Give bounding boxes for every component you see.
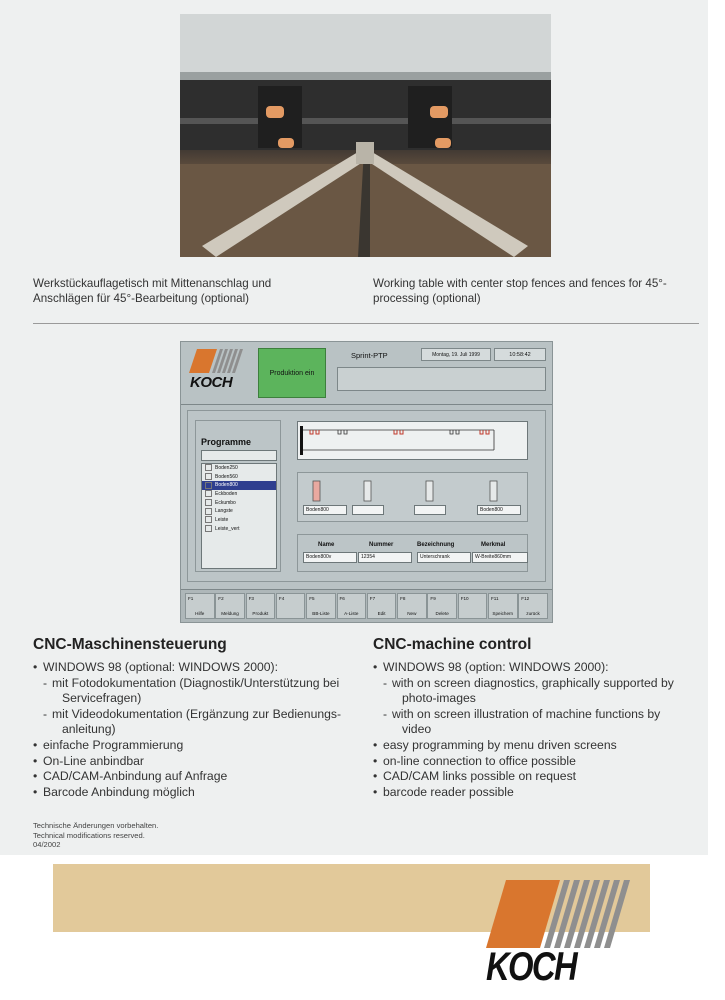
feature-list-de [33, 660, 363, 800]
program-list[interactable] [201, 463, 277, 569]
file-icon [205, 473, 212, 480]
feature-list-en [373, 660, 703, 800]
feature-text: CAD/CAM links possible on request [383, 769, 577, 784]
function-key-f3[interactable] [246, 593, 276, 619]
program-name: Leiste_vert [215, 525, 240, 532]
logo-text: KOCH [190, 374, 233, 391]
file-icon [205, 464, 212, 471]
function-key-label: Hilfe [195, 611, 205, 616]
koch-logo-small [187, 347, 245, 393]
legal-note [33, 821, 158, 850]
note-line: Technical modifications reserved. [33, 830, 145, 840]
function-key-code: F3 [248, 596, 254, 601]
feature-list-item [33, 738, 363, 754]
caption-en [373, 276, 667, 306]
feature-text: On-Line anbindbar [43, 753, 144, 768]
production-label: Produktion ein [269, 369, 315, 377]
caption-en-line: Working table with center stop fences and fences for 45°- [373, 277, 667, 290]
clamp-slot-label[interactable]: Boden800 [303, 505, 347, 515]
fence-illustration [180, 14, 551, 257]
caption-de-line: Anschlägen für 45°-Bearbeitung (optional) [33, 292, 250, 305]
feature-list-item [373, 754, 703, 770]
status-field [337, 367, 546, 391]
feature-list-item [33, 691, 363, 707]
function-key-label: zurück [526, 611, 540, 616]
workpiece-ruler [297, 421, 528, 460]
function-key-code: F12 [521, 596, 530, 601]
caption-de-line: Werkstückauflagetisch mit Mittenanschlag und [33, 277, 272, 290]
function-key-f6[interactable] [337, 593, 367, 619]
feature-text: WINDOWS 98 (optional: WINDOWS 2000): [43, 660, 279, 674]
section-title-en: CNC-machine control [373, 636, 532, 653]
function-key-code: F10 [460, 596, 469, 601]
note-line: Technische Änderungen vorbehalten. [33, 821, 159, 830]
function-key-label: BB-Liste [312, 611, 330, 616]
feature-text: mit Fotodokumentation (Diagnostik/Unterstützung bei [52, 675, 340, 690]
function-key-f9[interactable] [427, 593, 457, 619]
number-field[interactable]: 12354 [358, 552, 412, 563]
feature-text: Barcode Anbindung möglich [43, 784, 195, 799]
function-key-f10[interactable] [458, 593, 488, 619]
feature-list-item [33, 722, 363, 738]
feature-text: on-line connection to office possible [383, 753, 576, 768]
clamp-slot-label[interactable] [414, 505, 446, 515]
function-key-code: F5 [309, 596, 315, 601]
logo-text: KOCH [486, 945, 577, 989]
feature-text: barcode reader possible [383, 784, 514, 799]
function-key-label: New [407, 611, 417, 616]
time-display: 10:58:42 [494, 348, 546, 361]
function-key-f2[interactable] [215, 593, 245, 619]
program-list-item[interactable] [202, 499, 276, 508]
section-title-de: CNC-Maschinensteuerung [33, 636, 227, 653]
feature-text: video [402, 722, 432, 737]
feature-list-item [373, 660, 703, 676]
function-key-label: A-Liste [344, 611, 359, 616]
feature-text: CAD/CAM-Anbindung auf Anfrage [43, 769, 228, 784]
program-name: Leiste [215, 517, 229, 524]
function-key-f5[interactable] [306, 593, 336, 619]
program-search-input[interactable] [201, 450, 277, 461]
description-header: Bezeichnung [417, 542, 455, 548]
program-name: Langste [215, 508, 233, 515]
program-list-item[interactable] [202, 507, 276, 516]
program-name: Boden250 [215, 465, 238, 471]
function-key-code: F11 [491, 596, 499, 601]
feature-text: WINDOWS 98 (option: WINDOWS 2000): [383, 660, 609, 674]
function-key-f4[interactable] [276, 593, 306, 619]
clamp-slot-label[interactable]: Boden800 [477, 505, 521, 515]
program-list-item[interactable] [202, 516, 276, 525]
machine-photo [180, 14, 551, 257]
name-field[interactable]: Boden800v [303, 552, 357, 563]
function-key-code: F7 [369, 596, 376, 601]
feature-list-item [33, 785, 363, 801]
feature-list-item: - mit Fotodokumentation (Diagnostik/Unterstützung bei [43, 675, 340, 690]
file-icon [205, 516, 212, 523]
feature-text: einfache Programmierung [43, 737, 184, 752]
feature-list-item [373, 769, 703, 785]
feature-list-item: - with on screen diagnostics, graphically supported by [383, 675, 674, 690]
file-icon [205, 525, 212, 532]
caption-de [33, 276, 271, 306]
feature-list-item: - mit Videodokumentation (Ergänzung zur Bedienungs- [43, 706, 342, 721]
name-header: Name [318, 542, 335, 548]
app-title: Sprint-PTP [351, 351, 388, 360]
feature-list-item [33, 769, 363, 785]
feature-list-item [373, 738, 703, 754]
programs-title: Programme [201, 437, 252, 447]
function-key-f8[interactable] [397, 593, 427, 619]
feature-field[interactable]: W-Breite860mm [472, 552, 528, 563]
program-name: Boden800 [215, 482, 238, 489]
function-key-f7[interactable] [367, 593, 397, 619]
function-key-bar [181, 589, 552, 622]
function-key-label: Delete [435, 611, 449, 616]
feature-list-item [373, 691, 703, 707]
function-key-label: Produkt [252, 611, 269, 616]
program-name: Eckboden [215, 491, 238, 498]
file-icon [205, 490, 212, 497]
function-key-code: F6 [339, 596, 345, 601]
program-list-item[interactable] [202, 525, 276, 534]
feature-text: with on screen diagnostics, graphically supported by [392, 675, 674, 690]
feature-text: with on screen illustration of machine functions by [392, 706, 661, 721]
file-icon [205, 499, 212, 506]
function-key-code: F8 [400, 596, 406, 601]
feature-list-item [373, 722, 703, 738]
feature-list-item [33, 660, 363, 676]
description-field[interactable]: Unterschrank [417, 552, 471, 563]
feature-list-item: - with on screen illustration of machine functions by [383, 706, 661, 721]
file-icon [205, 482, 212, 489]
feature-text: mit Videodokumentation (Ergänzung zur Bedienungs- [52, 706, 342, 721]
production-on-button[interactable] [258, 348, 326, 398]
file-icon [205, 508, 212, 515]
feature-text: easy programming by menu driven screens [383, 737, 617, 752]
koch-logo [482, 878, 632, 988]
function-key-label: Edit [377, 611, 386, 616]
section-divider [33, 323, 699, 324]
caption-en-line: processing (optional) [373, 292, 481, 305]
feature-list-item [373, 785, 703, 801]
function-key-code: F9 [430, 596, 436, 601]
date-display: Montag, 19. Juli 1999 [421, 348, 491, 361]
program-list-item[interactable] [202, 481, 276, 490]
program-list-item[interactable] [202, 473, 276, 482]
function-key-label: Speichern [492, 611, 514, 616]
function-key-code: F4 [278, 596, 285, 601]
feature-list-item [33, 754, 363, 770]
feature-header: Merkmal [481, 542, 506, 548]
function-key-code: F1 [188, 596, 194, 601]
note-line: 04/2002 [33, 840, 61, 850]
program-name: Eckumbo [215, 499, 236, 506]
number-header: Nummer [369, 542, 394, 548]
feature-text: photo-images [402, 691, 476, 706]
clamp-slot-label[interactable] [352, 505, 384, 515]
screen-separator [181, 404, 552, 405]
program-list-item[interactable] [202, 490, 276, 499]
function-key-label: Meldung [221, 611, 239, 616]
function-key-f11[interactable] [488, 593, 518, 619]
program-name: Boden560 [215, 473, 238, 480]
function-key-f1[interactable] [185, 593, 215, 619]
feature-text: Servicefragen) [62, 691, 142, 706]
program-list-item[interactable] [202, 464, 276, 473]
function-key-f12[interactable] [518, 593, 548, 619]
feature-text: anleitung) [62, 722, 116, 737]
cnc-software-screenshot [180, 341, 553, 623]
function-key-code: F2 [218, 596, 224, 601]
